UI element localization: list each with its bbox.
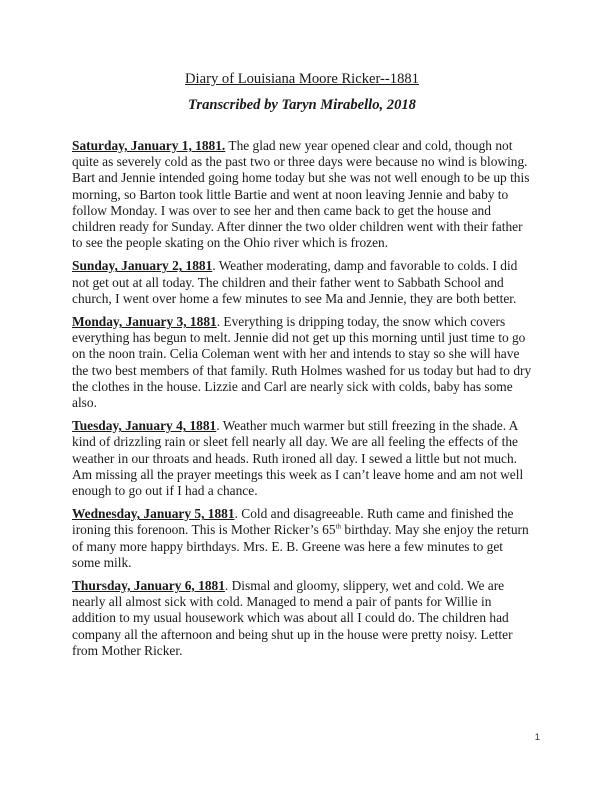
entry-date: Tuesday, January 4, 1881 <box>72 418 217 434</box>
page-number: 1 <box>534 732 540 743</box>
document-title: Diary of Louisiana Moore Ricker--1881 <box>185 71 419 87</box>
diary-entry <box>72 578 532 659</box>
entry-text: birthday. May she enjoy the return of many more happy birthdays. Mrs. E. B. Greene was here a few minutes to get some milk. <box>72 522 529 570</box>
document-subtitle: Transcribed by Taryn Mirabello, 2018 <box>188 97 416 113</box>
entry-date: Thursday, January 6, 1881 <box>72 578 225 594</box>
entry-date: Saturday, January 1, 1881. <box>72 138 226 153</box>
entry-date: Wednesday, January 5, 1881 <box>72 506 235 522</box>
document-page <box>72 70 532 666</box>
diary-entry <box>72 506 532 571</box>
entry-date: Sunday, January 2, 1881 <box>72 258 213 274</box>
diary-entry <box>72 138 532 251</box>
entry-text: . Dismal and gloomy, slippery, wet and cold. We are nearly all almost sick with cold. Managed to mend a pair of pants for Willie in addition to my usual housework which was about all I could do. The children had company all the afternoon and being shut up in the house were pretty noisy. Letter from Mother Ricker. <box>72 578 513 658</box>
diary-entries <box>72 138 532 659</box>
entry-text: The glad new year opened clear and cold, though not quite as severely cold as the past two or three days were because no wind is blowing. Bart and Jennie intended going home today but she was not well enough to be up this morning, so Barton took little Bartie and went at noon leaving Jennie and baby to follow Monday. I was over to see her and then came back to get the house and children ready for Sunday. After dinner the two older children went with their father to see the people skating on the Ohio river which is frozen. <box>72 138 530 251</box>
diary-entry <box>72 314 532 411</box>
ordinal-suffix: th <box>335 523 342 531</box>
entry-text: . Cold and disagreeable. Ruth came and finished the ironing this forenoon. This is Mother Ricker’s 65 <box>72 506 514 538</box>
entry-text: . Everything is dripping today, the snow which covers everything has begun to melt. Jennie did not get up this morning until just time to go on the noon train. Celia Coleman went with her and intends to stay so she will have the two best members of that family. Ruth Holmes washed for us today but had to dry the clothes in the house. Lizzie and Carl are nearly sick with colds, baby has some also. <box>72 314 532 411</box>
entry-text: . Weather moderating, damp and favorable to colds. I did not get out at all today. The children and their father went to Sabbath School and church, I went over home a few minutes to see Ma and Jennie, they are both better. <box>72 258 518 306</box>
entry-date: Monday, January 3, 1881 <box>72 314 217 330</box>
entry-text: . Weather much warmer but still freezing in the shade. A kind of drizzling rain or sleet fell nearly all day. We are all feeling the effects of the weather in our throats and heads. Ruth ironed all day. I sewed a little but not much. Am missing all the prayer meetings this week as I can’t leave home and am not well enough to go out if I had a chance. <box>72 418 524 499</box>
diary-entry <box>72 258 532 307</box>
diary-entry <box>72 418 532 499</box>
